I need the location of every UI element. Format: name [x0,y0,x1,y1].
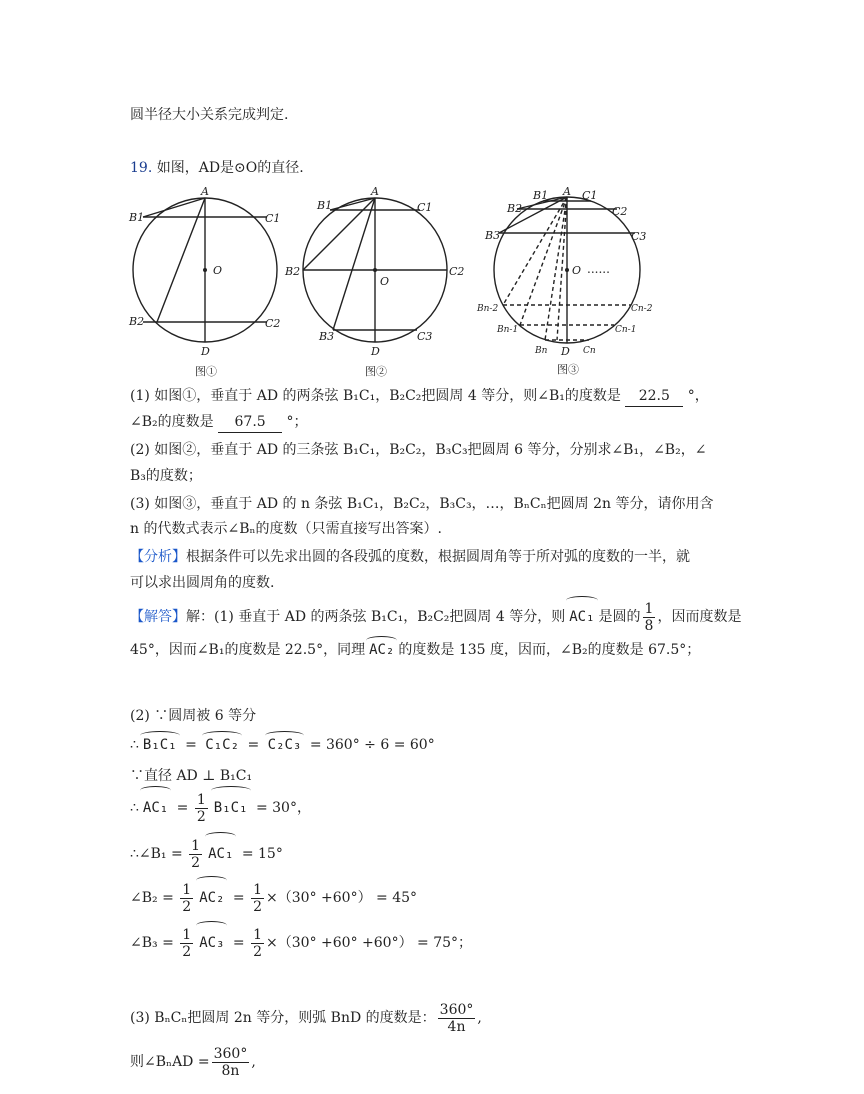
fig2-label-c2: C2 [449,265,465,278]
analysis-line1 [130,547,690,567]
fig2-center-dot [373,268,377,272]
fig3-label-c2: C2 [612,205,628,218]
fig2-line-ab3 [333,198,375,330]
q3-line1: (3) 如图③，垂直于 AD 的 n 条弦 B₁C₁，B₂C₂，B₃C₃，…，BₙCₙ把圆周 2n 等分，请你用含 [130,496,714,512]
fig3-label-c1: C1 [582,189,598,202]
fig3-label-b1: B1 [533,189,549,202]
fig3-label-b3: B3 [485,229,501,242]
q1-answer1: 22.5 [625,386,683,407]
part3-line1: (3) BₙCₙ把圆周 2n 等分，则弧 BnD 的度数是： $\frac{360^\circ}{4n}$ , [130,1001,482,1035]
arc-c2c3: C₂C₃ [265,735,305,755]
problem-number: 19. [130,160,153,176]
q1-line1 [130,386,709,407]
solution-text1c: ，因而度数是 [657,609,742,625]
fig1-label-c1: C1 [265,212,281,225]
q1-answer2: 67.5 [218,412,282,433]
solution-text2a: 45°，因而∠B₁的度数是 22.5°，同理 [130,642,366,658]
analysis-tag: 【分析】 [130,549,186,565]
part2-head: (2) ∵圆周被 6 等分 [130,708,257,724]
fig1-caption: 图① [195,365,217,378]
fig1-label-b2: B2 [129,315,145,328]
arc-ac1-c: AC₁ [205,836,236,872]
q2-line2: B₃的度数； [130,468,202,484]
top-line: 圆半径大小关系完成判定. [130,107,289,123]
fig3-label-cn2: Cn-2 [631,304,653,314]
part2-step1: ∴ B₁C₁ = C₁C₂ = C₂C₃ = 360° ÷ 6 = 60° [130,737,435,753]
arc-ac3: AC₃ [196,925,227,961]
fig2-label-b3: B3 [319,330,335,343]
fig2-caption: 图② [365,365,387,378]
part2-step6: ∠B₃ = $\frac{1}{2}$ AC₃ = $\frac{1}{2}$ ×（30° +60° +60°） = 75°； [130,926,473,960]
q1-unit2: °； [286,414,308,430]
fig2-label-a: A [371,185,379,198]
fig3-label-b2: B2 [507,202,523,215]
arc-ac1-b: AC₁ [140,790,171,826]
fraction-half-6: $\frac{1}{2}$ [253,926,263,960]
solution-tag: 【解答】 [130,609,186,625]
part2-step5: ∠B₂ = $\frac{1}{2}$ AC₂ = $\frac{1}{2}$ ×（30° +60°） = 45° [130,881,418,915]
fig1-label-o: O [213,264,223,277]
part3-line2: 则∠BₙAD = $\frac{360^\circ}{8n}$ , [130,1045,256,1079]
fig2-label-c3: C3 [417,330,433,343]
geometry-figures [125,185,670,385]
fig3-label-bn1: Bn-1 [497,325,519,335]
fig2-label-d: D [371,345,380,358]
part2-step4: ∴∠B₁ = $\frac{1}{2}$ AC₁ = 15° [130,837,283,871]
problem-header [130,158,304,178]
fraction-360-8n: $\frac{360^\circ}{8n}$ [213,1045,248,1079]
fraction-one-eighth: $\frac{1}{8}$ [644,600,654,634]
analysis-text1: 根据条件可以先求出圆的各段弧的度数，根据圆周角等于所对弧的度数的一半，就 [186,549,690,565]
fig1-label-d: D [201,345,210,358]
fig3-label-a: A [563,185,571,198]
fig3-dots: ...... [587,262,610,276]
fig3-label-c3: C3 [631,230,647,243]
fig2-label-b1: B1 [317,199,333,212]
fig3-center-dot [565,268,569,272]
part2-step2: ∵直径 AD ⊥ B₁C₁ [130,768,253,784]
q1-text: (1) 如图①，垂直于 AD 的两条弦 B₁C₁，B₂C₂把圆周 4 等分，则∠B₁的度数是 [130,388,621,404]
fig3-label-d: D [561,345,570,358]
arc-ac2-b: AC₂ [196,880,227,916]
fraction-half-2: $\frac{1}{2}$ [191,837,201,871]
arc-c1c2: C₁C₂ [202,735,242,755]
fig3-label-o: O [572,264,582,277]
analysis-line2: 可以求出圆周角的度数. [130,575,275,591]
fig3-label-bn2: Bn-2 [477,304,499,314]
q1-unit1: °， [687,388,709,404]
fig1-label-c2: C2 [265,317,281,330]
fig2-label-o: O [380,275,390,288]
solution-text1: 解：(1) 垂直于 AD 的两条弦 B₁C₁，B₂C₂把圆周 4 等分，则 [186,609,566,625]
q1-line2 [130,412,308,433]
solution-line1 [130,600,741,634]
solution-line2 [130,640,700,660]
fraction-half-1: $\frac{1}{2}$ [196,791,206,825]
fig3-line-abn1 [520,197,567,325]
fig1-label-a: A [201,185,209,198]
fig1-line-ab1 [143,198,205,217]
fraction-half-5: $\frac{1}{2}$ [182,926,192,960]
arc-b1c1-b: B₁C₁ [211,790,251,826]
arc-ac1: AC₁ [566,600,597,634]
fig2-label-b2: B2 [285,265,301,278]
fig2-label-c1: C1 [417,201,433,214]
fig3-caption: 图③ [557,363,579,376]
arc-b1c1: B₁C₁ [140,735,180,755]
solution-text1b: 是圆的 [598,609,641,625]
fig3-line-abn [545,197,567,340]
fraction-360-4n: $\frac{360^\circ}{4n}$ [439,1001,474,1035]
arc-ac2: AC₂ [366,640,397,660]
q3-line2: n 的代数式表示∠Bₙ的度数（只需直接写出答案）. [130,521,442,537]
fig3-label-bn: Bn [535,346,548,356]
fig3-label-cn: Cn [583,346,596,356]
q1-text2: ∠B₂的度数是 [130,414,214,430]
fraction-half-4: $\frac{1}{2}$ [253,881,263,915]
fig1-label-b1: B1 [129,211,145,224]
fig1-center-dot [203,268,207,272]
fig3-label-cn1: Cn-1 [615,325,637,335]
solution-text2b: 的度数是 135 度，因而，∠B₂的度数是 67.5°； [398,642,701,658]
q2-line1: (2) 如图②，垂直于 AD 的三条弦 B₁C₁，B₂C₂，B₃C₃把圆周 6 等分，分别求∠B₁，∠B₂，∠ [130,442,707,458]
problem-intro: 如图，AD是⊙O的直径. [156,160,304,176]
fraction-half-3: $\frac{1}{2}$ [182,881,192,915]
part2-step3: ∴ AC₁ = $\frac{1}{2}$ B₁C₁ = 30°， [130,791,311,825]
